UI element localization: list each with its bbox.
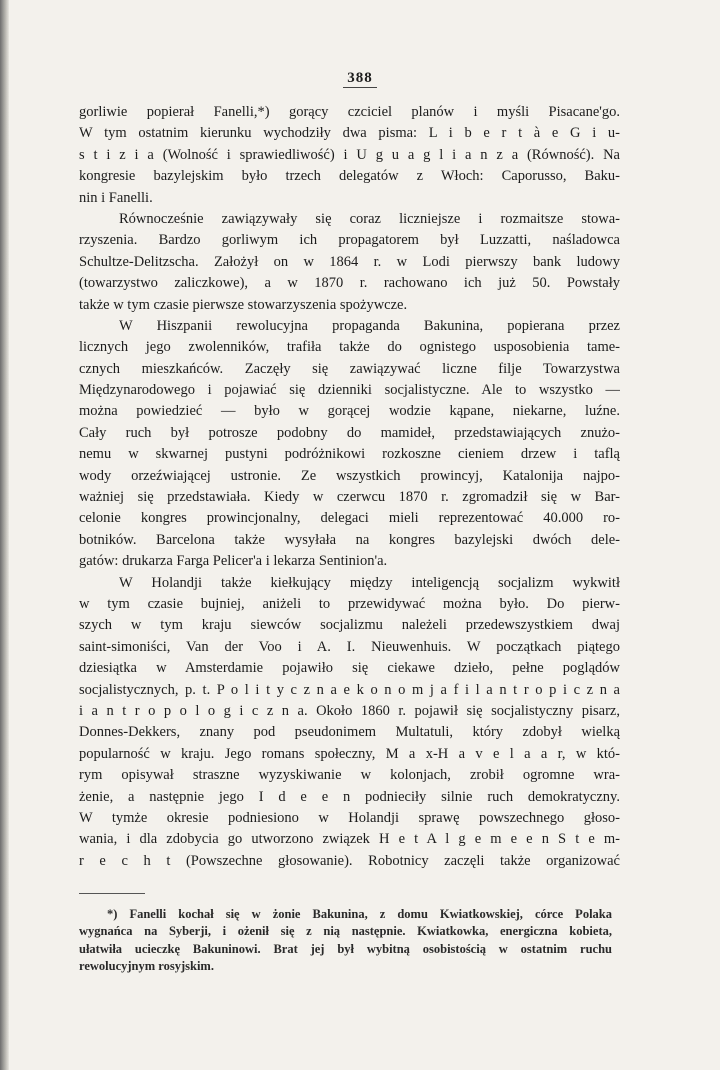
text-line: i a n t r o p o l o g i c z n a. Około 1860 r. pojawił się socjalistyczny pisarz, xyxy=(79,702,620,719)
text-line: r e c h t (Powszechne głosowanie). Robotnicy zaczęli także organizować xyxy=(79,852,620,869)
text-line: W tymże okresie podniesiono w Holandji sprawę powszechnego głoso- xyxy=(79,809,620,826)
footnote-separator xyxy=(79,893,145,894)
text-line: socjalistycznych, p. t. P o l i t y c z n a e k o n o m j a f i l a n t r o p i c z n a xyxy=(79,681,620,698)
text-line: W Holandji także kiełkujący między inteligencją socjalizm wykwitł xyxy=(119,574,620,591)
text-line: botników. Barcelona także wysyłała na kongres bazylejski dwóch dele- xyxy=(79,531,620,548)
text-line: gatów: drukarza Farga Pelicer'a i lekarza Sentinion'a. xyxy=(79,553,388,570)
text-line: celonie kongres prowincjonalny, delegaci mieli reprezentować 40.000 ro- xyxy=(79,510,620,527)
text-line: Równocześnie zawiązywały się coraz liczniejsze i rozmaitsze stowa- xyxy=(119,210,620,227)
page-number-label: 388 xyxy=(343,70,377,88)
text-line: Schultze-Delitzscha. Założył on w 1864 r. w Lodi pierwszy bank ludowy xyxy=(79,253,620,270)
text-line: saint-simoniści, Van der Voo i A. I. Nieuwenhuis. W początkach piątego xyxy=(79,638,620,655)
text-line: ważniej się przedstawiała. Kiedy w czerwcu 1870 r. zgromadził się w Bar- xyxy=(79,489,620,506)
page-number xyxy=(0,70,720,87)
text-line: (towarzystwo zaliczkowe), a w 1870 r. rachowano ich już 50. Powstały xyxy=(79,275,620,292)
footnote-line: rewolucyjnym rosyjskim. xyxy=(79,958,214,973)
text-line: cznych mieszkańców. Zaczęły się zawiązywać liczne filje Towarzystwa xyxy=(79,360,620,377)
text-line: rzyszenia. Bardzo gorliwym ich propagatorem był Luzzatti, naśladowca xyxy=(79,232,620,249)
text-line: także w tym czasie pierwsze stowarzyszenia spożywcze. xyxy=(79,296,408,313)
text-line: żenie, a następnie jego I d e e n podnieciły silnie ruch demokratyczny. xyxy=(79,788,620,805)
text-line: popularność w kraju. Jego romans społeczny, M a x-H a v e l a a r, w któ- xyxy=(79,745,620,762)
footnote xyxy=(79,906,612,975)
text-line: Donnes-Dekkers, znany pod pseudonimem Multatuli, który zdobył wielką xyxy=(79,724,620,741)
text-line: wody orzeźwiającej ustronie. Ze wszystkich prowincyj, Katalonija najpo- xyxy=(79,467,620,484)
text-line: Cały ruch był potrosze podobny do mamideł, przedstawiających znużo- xyxy=(79,424,620,441)
text-line: rym opisywał straszne wyzyskiwanie w kolonjach, zrobił ogromne wra- xyxy=(79,767,620,784)
scan-page-edge xyxy=(0,0,9,1070)
text-line: W tym ostatnim kierunku wychodziły dwa pisma: L i b e r t à e G i u- xyxy=(79,125,620,142)
text-line: można powiedzieć — było w gorącej wodzie kąpane, niekarne, luźne. xyxy=(79,403,620,420)
text-line: nemu w skwarnej pustyni podróżnikowi rozkoszne cieniem drzew i taflą xyxy=(79,446,620,463)
footnote-line: wygnańca na Syberji, i ożenił się z nią następnie. Kwiatkowka, energiczna kobieta, xyxy=(79,924,612,939)
text-line: wania, i dla zdobycia go utworzono związek H e t A l g e m e e n S t e m- xyxy=(79,831,620,848)
text-line: kongresie bazylejskim było trzech delegatów z Włoch: Caporusso, Baku- xyxy=(79,168,620,185)
footnote-line: ułatwiła ucieczkę Bakuninowi. Brat jej był wybitną osobistością w ostatnim ruchu xyxy=(79,941,612,956)
text-line: s t i z i a (Wolność i sprawiedliwość) i U g u a g l i a n z a (Równość). Na xyxy=(79,146,620,163)
text-line: gorliwie popierał Fanelli,*) gorący czciciel planów i myśli Pisacane'go. xyxy=(79,104,620,120)
text-line: nin i Fanelli. xyxy=(79,189,153,206)
text-line: w tym czasie bujniej, aniżeli to przewidywać można było. Do pierw- xyxy=(79,595,620,612)
text-line: dziesiątka w Amsterdamie pojawiło się ciekawe dzieło, pełne poglądów xyxy=(79,660,620,677)
footnote-line: *) Fanelli kochał się w żonie Bakunina, z domu Kwiatkowskiej, córce Polaka xyxy=(107,907,612,921)
text-line: szych w tym kraju siewców socjalizmu należeli przedewszystkiem dwaj xyxy=(79,617,620,634)
text-line: W Hiszpanii rewolucyjna propaganda Bakunina, popierana przez xyxy=(119,317,620,334)
body-text xyxy=(79,102,620,872)
text-line: Międzynarodowego i pojawiać się dzienniki socjalistyczne. Ale to wszystko — xyxy=(79,382,620,399)
text-line: licznych jego zwolenników, trafiła także do ognistego usposobienia tame- xyxy=(79,339,620,356)
